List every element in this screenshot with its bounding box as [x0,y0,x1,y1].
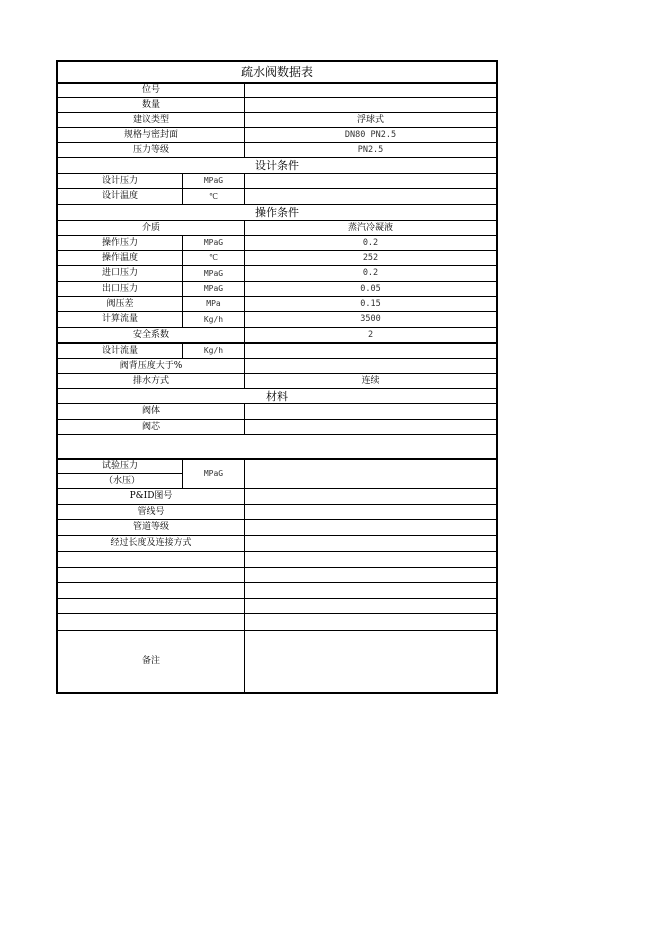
medium-label: 介质 [56,220,245,236]
safety-factor-value[interactable]: 2 [244,327,498,343]
length-connection-label: 经过长度及连接方式 [56,535,245,552]
body-material-value[interactable] [244,403,498,420]
quantity-label: 数量 [56,97,245,113]
design-section-header: 设计条件 [56,157,498,174]
back-pressure-label: 阀背压度大于% [56,358,245,374]
empty-row-value[interactable] [244,567,498,583]
remarks-label: 备注 [56,630,245,694]
length-connection-value[interactable] [244,535,498,552]
calc-flow-value[interactable]: 3500 [244,311,498,328]
size-seal-value[interactable]: DN80 PN2.5 [244,127,498,143]
design-temperature-label: 设计温度 [56,188,183,205]
piping-class-label: 管道等级 [56,519,245,536]
empty-row-label [56,551,245,568]
pressure-class-value[interactable]: PN2.5 [244,142,498,158]
tag-value[interactable] [244,83,498,98]
pid-label: P&ID图号 [56,488,245,505]
calc-flow-label: 计算流量 [56,311,183,328]
empty-row-label [56,613,245,631]
outlet-pressure-unit: MPaG [182,281,245,297]
design-pressure-value[interactable] [244,173,498,189]
test-pressure-label: 试验压力 [56,458,183,474]
trim-material-value[interactable] [244,419,498,435]
test-pressure-unit: MPaG [182,458,245,489]
discharge-value[interactable]: 连续 [244,373,498,389]
op-pressure-value[interactable]: 0.2 [244,235,498,251]
sheet-title: 疏水阀数据表 [56,60,498,83]
pid-value[interactable] [244,488,498,505]
op-temperature-unit: ℃ [182,250,245,266]
piping-class-value[interactable] [244,519,498,536]
medium-value[interactable]: 蒸汽冷凝液 [244,220,498,236]
design-flow-unit: Kg/h [182,342,245,359]
trim-material-label: 阀芯 [56,419,245,435]
line-no-label: 管线号 [56,504,245,520]
inlet-pressure-unit: MPaG [182,265,245,282]
tag-label: 位号 [56,83,245,98]
design-flow-label: 设计流量 [56,342,183,359]
outlet-pressure-label: 出口压力 [56,281,183,297]
body-material-label: 阀体 [56,403,245,420]
op-temperature-value[interactable]: 252 [244,250,498,266]
inlet-pressure-label: 进口压力 [56,265,183,282]
discharge-label: 排水方式 [56,373,245,389]
op-pressure-label: 操作压力 [56,235,183,251]
empty-row-label [56,582,245,599]
quantity-value[interactable] [244,97,498,113]
line-no-value[interactable] [244,504,498,520]
type-label: 建议类型 [56,112,245,128]
design-temperature-unit: ℃ [182,188,245,205]
blank-row [56,434,498,459]
design-flow-value[interactable] [244,342,498,359]
calc-flow-unit: Kg/h [182,311,245,328]
design-pressure-unit: MPaG [182,173,245,189]
materials-section-header: 材料 [56,388,498,404]
test-pressure-sublabel: （水压） [56,473,183,489]
empty-row-value[interactable] [244,613,498,631]
op-temperature-label: 操作温度 [56,250,183,266]
outlet-pressure-value[interactable]: 0.05 [244,281,498,297]
operating-section-header: 操作条件 [56,204,498,221]
pressure-class-label: 压力等级 [56,142,245,158]
diff-pressure-label: 阀压差 [56,296,183,312]
diff-pressure-value[interactable]: 0.15 [244,296,498,312]
design-temperature-value[interactable] [244,188,498,205]
empty-row-value[interactable] [244,598,498,614]
diff-pressure-unit: MPa [182,296,245,312]
design-pressure-label: 设计压力 [56,173,183,189]
test-pressure-value[interactable] [244,458,498,489]
inlet-pressure-value[interactable]: 0.2 [244,265,498,282]
safety-factor-label: 安全系数 [56,327,245,343]
back-pressure-value[interactable] [244,358,498,374]
size-seal-label: 规格与密封面 [56,127,245,143]
empty-row-value[interactable] [244,582,498,599]
type-value[interactable]: 浮球式 [244,112,498,128]
data-sheet [56,60,498,694]
empty-row-label [56,598,245,614]
empty-row-value[interactable] [244,551,498,568]
op-pressure-unit: MPaG [182,235,245,251]
remarks-value[interactable] [244,630,498,694]
empty-row-label [56,567,245,583]
